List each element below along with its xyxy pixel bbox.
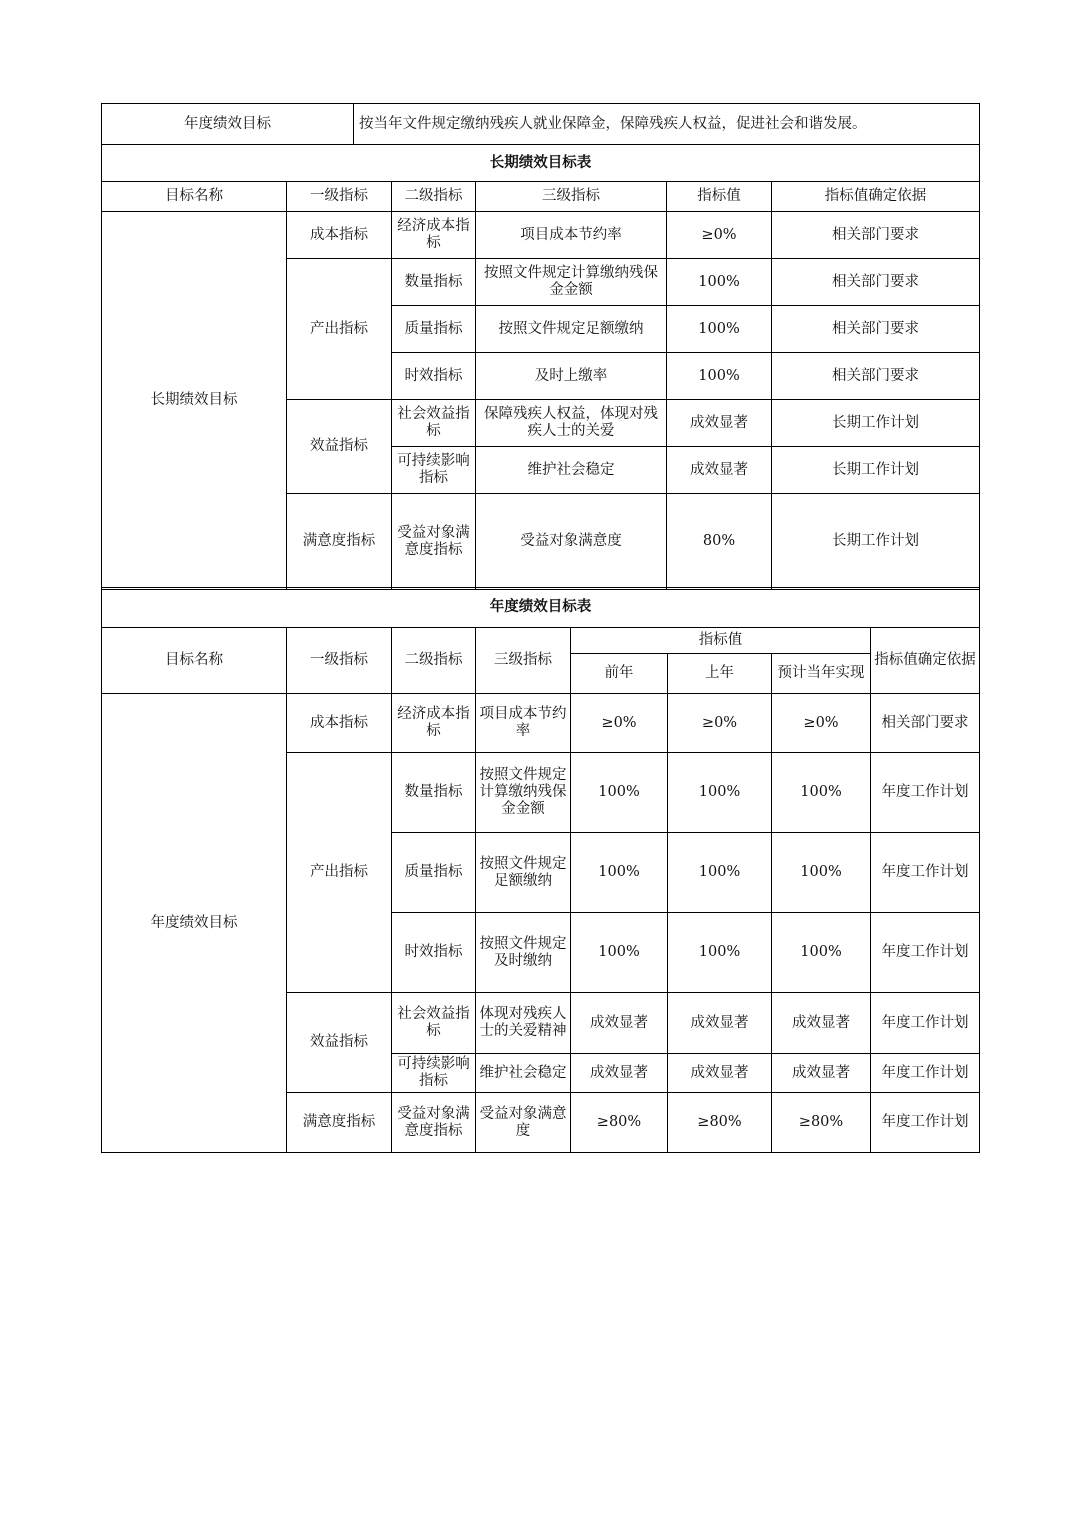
prev-cell: 成效显著 xyxy=(571,1054,668,1093)
level3-cell: 按照文件规定足额缴纳 xyxy=(476,833,571,913)
level2-cell: 数量指标 xyxy=(392,259,476,306)
basis-cell: 年度工作计划 xyxy=(871,753,980,833)
level3-cell: 项目成本节约率 xyxy=(476,212,667,259)
basis-cell: 相关部门要求 xyxy=(772,306,980,353)
level1-output: 产出指标 xyxy=(287,753,392,993)
level2-cell: 受益对象满意度指标 xyxy=(392,1093,476,1153)
basis-cell: 年度工作计划 xyxy=(871,833,980,913)
value-cell: 成效显著 xyxy=(667,447,772,494)
level3-cell: 按照文件规定及时缴纳 xyxy=(476,913,571,993)
level2-cell: 经济成本指标 xyxy=(392,694,476,753)
level2-cell: 社会效益指标 xyxy=(392,400,476,447)
header-current-year: 预计当年实现 xyxy=(772,654,871,694)
basis-cell: 相关部门要求 xyxy=(772,353,980,400)
level1-cost: 成本指标 xyxy=(287,694,392,753)
level1-satisfaction: 满意度指标 xyxy=(287,494,392,590)
annual-table xyxy=(101,587,980,1153)
long-term-title: 长期绩效目标表 xyxy=(102,145,980,182)
level3-cell: 受益对象满意度 xyxy=(476,494,667,590)
level3-cell: 项目成本节约率 xyxy=(476,694,571,753)
level1-satisfaction: 满意度指标 xyxy=(287,1093,392,1153)
basis-cell: 相关部门要求 xyxy=(772,259,980,306)
value-cell: ≥0% xyxy=(667,212,772,259)
table-row xyxy=(102,212,980,259)
annual-title: 年度绩效目标表 xyxy=(102,588,980,628)
basis-cell: 年度工作计划 xyxy=(871,1093,980,1153)
level3-cell: 保障残疾人权益，体现对残疾人士的关爱 xyxy=(476,400,667,447)
value-cell: 成效显著 xyxy=(667,400,772,447)
current-cell: 100% xyxy=(772,833,871,913)
header-target-name: 目标名称 xyxy=(102,628,287,694)
header-level1: 一级指标 xyxy=(287,182,392,212)
long-term-header-row xyxy=(102,182,980,212)
level2-cell: 数量指标 xyxy=(392,753,476,833)
long-term-table xyxy=(101,144,980,590)
last-cell: 100% xyxy=(668,833,772,913)
prev-cell: 100% xyxy=(571,913,668,993)
header-level3: 三级指标 xyxy=(476,628,571,694)
header-basis: 指标值确定依据 xyxy=(772,182,980,212)
level3-cell: 按照文件规定计算缴纳残保金金额 xyxy=(476,259,667,306)
header-level2: 二级指标 xyxy=(392,182,476,212)
header-target-name: 目标名称 xyxy=(102,182,287,212)
basis-cell: 年度工作计划 xyxy=(871,1054,980,1093)
level2-cell: 质量指标 xyxy=(392,306,476,353)
table-row xyxy=(102,694,980,753)
last-cell: ≥80% xyxy=(668,1093,772,1153)
header-level2: 二级指标 xyxy=(392,628,476,694)
level1-benefit: 效益指标 xyxy=(287,993,392,1093)
basis-cell: 年度工作计划 xyxy=(871,993,980,1054)
current-cell: ≥0% xyxy=(772,694,871,753)
value-cell: 100% xyxy=(667,306,772,353)
level3-cell: 维护社会稳定 xyxy=(476,1054,571,1093)
level1-output: 产出指标 xyxy=(287,259,392,400)
header-value: 指标值 xyxy=(667,182,772,212)
prev-cell: 100% xyxy=(571,753,668,833)
current-cell: 100% xyxy=(772,753,871,833)
long-term-target-name: 长期绩效目标 xyxy=(102,212,287,590)
value-cell: 80% xyxy=(667,494,772,590)
header-prev-year: 前年 xyxy=(571,654,668,694)
last-cell: 成效显著 xyxy=(668,993,772,1054)
level2-cell: 质量指标 xyxy=(392,833,476,913)
prev-cell: 100% xyxy=(571,833,668,913)
header-value: 指标值 xyxy=(571,628,871,654)
basis-cell: 长期工作计划 xyxy=(772,400,980,447)
current-cell: 成效显著 xyxy=(772,993,871,1054)
basis-cell: 长期工作计划 xyxy=(772,494,980,590)
last-cell: 100% xyxy=(668,753,772,833)
header-last-year: 上年 xyxy=(668,654,772,694)
level1-cost: 成本指标 xyxy=(287,212,392,259)
level2-cell: 可持续影响指标 xyxy=(392,447,476,494)
annual-header-row xyxy=(102,628,980,654)
basis-cell: 相关部门要求 xyxy=(871,694,980,753)
level3-cell: 及时上缴率 xyxy=(476,353,667,400)
value-cell: 100% xyxy=(667,353,772,400)
level2-cell: 社会效益指标 xyxy=(392,993,476,1054)
annual-goal-text: 按当年文件规定缴纳残疾人就业保障金，保障残疾人权益，促进社会和谐发展。 xyxy=(354,104,980,145)
basis-cell: 长期工作计划 xyxy=(772,447,980,494)
basis-cell: 相关部门要求 xyxy=(772,212,980,259)
prev-cell: ≥80% xyxy=(571,1093,668,1153)
level3-cell: 按照文件规定计算缴纳残保金金额 xyxy=(476,753,571,833)
last-cell: ≥0% xyxy=(668,694,772,753)
level3-cell: 按照文件规定足额缴纳 xyxy=(476,306,667,353)
level2-cell: 时效指标 xyxy=(392,913,476,993)
header-level3: 三级指标 xyxy=(476,182,667,212)
annual-goal-label: 年度绩效目标 xyxy=(102,104,354,145)
level2-cell: 受益对象满意度指标 xyxy=(392,494,476,590)
current-cell: 100% xyxy=(772,913,871,993)
basis-cell: 年度工作计划 xyxy=(871,913,980,993)
annual-goal-table xyxy=(101,103,980,145)
level2-cell: 时效指标 xyxy=(392,353,476,400)
value-cell: 100% xyxy=(667,259,772,306)
level2-cell: 经济成本指标 xyxy=(392,212,476,259)
prev-cell: 成效显著 xyxy=(571,993,668,1054)
level3-cell: 维护社会稳定 xyxy=(476,447,667,494)
level2-cell: 可持续影响指标 xyxy=(392,1054,476,1093)
annual-target-name: 年度绩效目标 xyxy=(102,694,287,1153)
current-cell: 成效显著 xyxy=(772,1054,871,1093)
last-cell: 100% xyxy=(668,913,772,993)
level1-benefit: 效益指标 xyxy=(287,400,392,494)
current-cell: ≥80% xyxy=(772,1093,871,1153)
header-level1: 一级指标 xyxy=(287,628,392,694)
header-basis: 指标值确定依据 xyxy=(871,628,980,694)
level3-cell: 受益对象满意度 xyxy=(476,1093,571,1153)
prev-cell: ≥0% xyxy=(571,694,668,753)
level3-cell: 体现对残疾人士的关爱精神 xyxy=(476,993,571,1054)
last-cell: 成效显著 xyxy=(668,1054,772,1093)
